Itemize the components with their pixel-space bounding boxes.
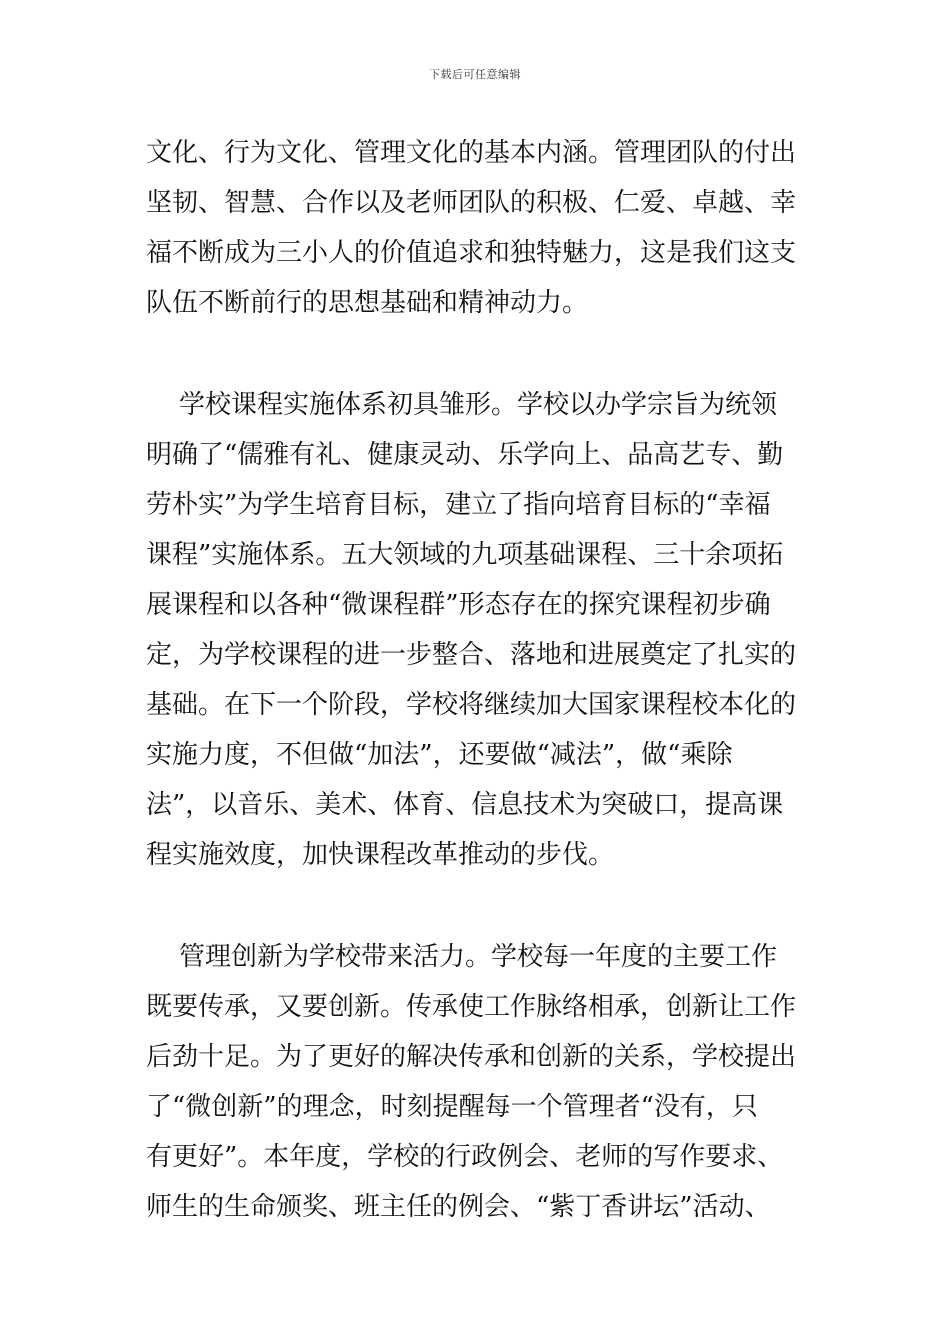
text-line: 展课程和以各种“微课程群”形态存在的探究课程初步确 (146, 590, 771, 620)
text-line: 实施力度，不但做“加法”，还要做“减法”，做“乘除 (146, 740, 733, 770)
text-line: 既要传承，又要创新。传承使工作脉络相承，创新让工作 (146, 992, 797, 1022)
paragraph-3 (146, 932, 808, 1232)
page-header: 下载后可任意编辑 (429, 68, 521, 81)
text-line: 队伍不断前行的思想基础和精神动力。 (146, 288, 589, 318)
text-line: 明确了“儒雅有礼、健康灵动、乐学向上、品高艺专、勤 (146, 440, 784, 470)
document-body (146, 128, 808, 1232)
text-line: 法”，以音乐、美术、体育、信息技术为突破口，提高课 (146, 790, 784, 820)
text-line: 坚韧、智慧、合作以及老师团队的积极、仁爱、卓越、幸 (146, 188, 797, 218)
text-line: 管理创新为学校带来活力。学校每一年度的主要工作 (146, 942, 778, 972)
text-line: 定，为学校课程的进一步整合、落地和进展奠定了扎实的 (146, 640, 797, 670)
text-line: 师生的生命颁奖、班主任的例会、“紫丁香讲坛”活动、 (146, 1192, 771, 1222)
text-line: 后劲十足。为了更好的解决传承和创新的关系，学校提出 (146, 1042, 797, 1072)
text-line: 学校课程实施体系初具雏形。学校以办学宗旨为统领 (146, 390, 778, 420)
paragraph-1 (146, 128, 808, 328)
text-line: 福不断成为三小人的价值追求和独特魅力，这是我们这支 (146, 238, 797, 268)
text-line: 了“微创新”的理念，时刻提醒每一个管理者“没有，只 (146, 1092, 758, 1122)
text-line: 课程”实施体系。五大领域的九项基础课程、三十余项拓 (146, 540, 784, 570)
paragraph-gap (146, 880, 808, 932)
text-line: 文化、行为文化、管理文化的基本内涵。管理团队的付出 (146, 138, 797, 168)
text-line: 程实施效度，加快课程改革推动的步伐。 (146, 840, 615, 870)
text-line: 基础。在下一个阶段，学校将继续加大国家课程校本化的 (146, 690, 797, 720)
text-line: 劳朴实”为学生培育目标，建立了指向培育目标的“幸福 (146, 490, 771, 520)
text-line: 有更好”。本年度，学校的行政例会、老师的写作要求、 (146, 1142, 784, 1172)
paragraph-gap (146, 328, 808, 380)
paragraph-2 (146, 380, 808, 880)
